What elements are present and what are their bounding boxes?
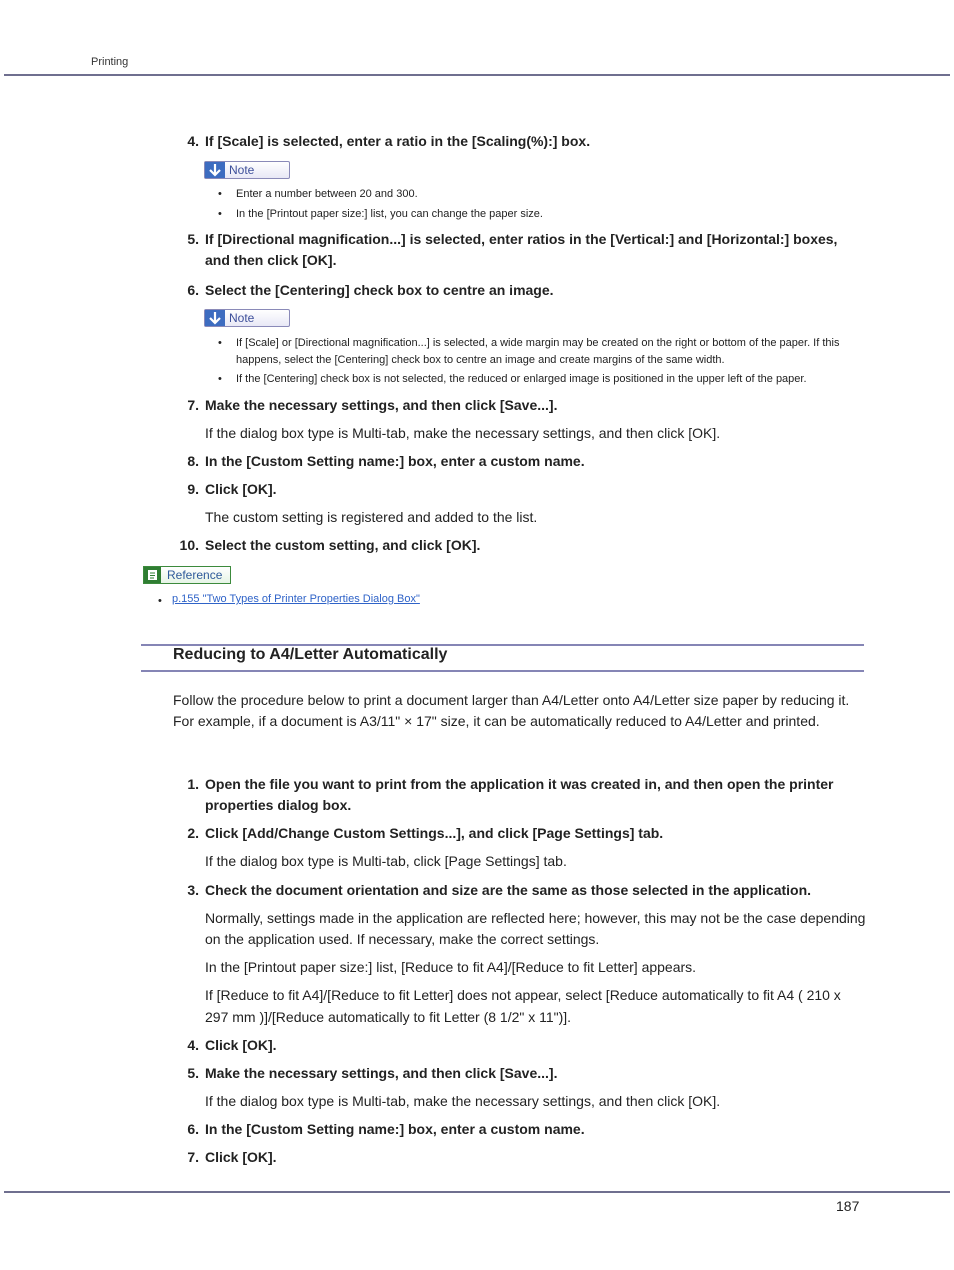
step-text: If [Scale] is selected, enter a ratio in the [Scaling(%):] box.: [205, 133, 591, 149]
step-number: 6.: [187, 282, 199, 298]
step-1: [187, 774, 865, 816]
step-text: In the [Custom Setting name:] box, enter a custom name.: [205, 453, 585, 469]
page-number: 187: [836, 1198, 860, 1214]
step-text: Click [OK].: [205, 1037, 277, 1053]
step-detail: In the [Printout paper size:] list, [Reduce to fit A4]/[Reduce to fit Letter] appears.: [205, 959, 697, 975]
step-number: 10.: [179, 537, 199, 553]
step-detail: The custom setting is registered and added to the list.: [205, 509, 538, 525]
step-number: 7.: [187, 397, 199, 413]
step-6: [187, 280, 554, 301]
step-text-line: properties dialog box.: [205, 797, 352, 813]
down-arrow-icon: [205, 162, 225, 178]
step-number: 7.: [187, 1149, 199, 1165]
step-text: Select the custom setting, and click [OK].: [205, 537, 481, 553]
step-number: 8.: [187, 453, 199, 469]
note-item-line: If [Scale] or [Directional magnification...] is selected, a wide margin may be created on the right or bottom of the paper. If this: [236, 337, 840, 349]
bullet-icon: •: [158, 595, 162, 607]
step-3: [187, 880, 812, 901]
footer-rule: [4, 1191, 950, 1193]
note-badge: [204, 309, 290, 327]
section-title: Reducing to A4/Letter Automatically: [173, 646, 448, 663]
step-text: Click [OK].: [205, 481, 277, 497]
step-detail-line: If [Reduce to fit A4]/[Reduce to fit Letter] does not appear, select [Reduce automatically to fit A4 ( 210 x: [205, 987, 841, 1003]
step-detail: If the dialog box type is Multi-tab, click [Page Settings] tab.: [205, 853, 567, 869]
step-number: 3.: [187, 882, 199, 898]
section-rule-bottom: [141, 670, 864, 672]
step-text: In the [Custom Setting name:] box, enter a custom name.: [205, 1121, 585, 1137]
step-4: [187, 131, 591, 152]
step-number: 4.: [187, 1037, 199, 1053]
step-text-line: Open the file you want to print from the application it was created in, and then open the printer: [205, 776, 834, 792]
document-icon: [144, 567, 161, 583]
step-7: [187, 395, 558, 416]
reference-label: Reference: [167, 568, 223, 582]
step-text: Make the necessary settings, and then click [Save...].: [205, 397, 558, 413]
note-badge: [204, 161, 290, 179]
step-number: 5.: [187, 231, 199, 247]
step-text: Select the [Centering] check box to centre an image.: [205, 282, 554, 298]
step-detail-line: Normally, settings made in the application are reflected here; however, this may not be the case depending: [205, 910, 866, 926]
step-6b: [187, 1119, 585, 1140]
intro-line: For example, if a document is A3/11" × 17" size, it can be automatically reduced to A4/Letter and printed.: [173, 713, 820, 729]
bullet-icon: •: [218, 188, 222, 200]
note-label: Note: [229, 163, 255, 177]
note-item: In the [Printout paper size:] list, you can change the paper size.: [236, 208, 543, 220]
step-detail-line: 297 mm )]/[Reduce automatically to fit Letter (8 1/2" x 11")].: [205, 1009, 572, 1025]
step-detail-line: on the application used. If necessary, make the correct settings.: [205, 931, 600, 947]
step-9: [187, 479, 277, 500]
reference-badge: [143, 566, 231, 584]
note-item: Enter a number between 20 and 300.: [236, 188, 418, 200]
step-2: [187, 823, 664, 844]
running-header: Printing: [91, 56, 129, 68]
step-8: [187, 451, 585, 472]
step-number: 2.: [187, 825, 199, 841]
bullet-icon: •: [218, 208, 222, 220]
note-item: If the [Centering] check box is not selected, the reduced or enlarged image is positioned in the upper left of the paper.: [236, 373, 807, 385]
step-text: Check the document orientation and size are the same as those selected in the application.: [205, 882, 812, 898]
step-5b: [187, 1063, 558, 1084]
step-number: 6.: [187, 1121, 199, 1137]
bullet-icon: •: [218, 337, 222, 349]
step-10: [179, 535, 481, 556]
note-item-line: happens, select the [Centering] check box to centre an image and create margins of the same width.: [236, 354, 725, 366]
bullet-icon: •: [218, 373, 222, 385]
step-text-line: If [Directional magnification...] is selected, enter ratios in the [Vertical:] and [Horizontal:] boxes,: [205, 231, 838, 247]
step-5: [187, 229, 865, 271]
step-7b: [187, 1147, 277, 1168]
down-arrow-icon: [205, 310, 225, 326]
step-number: 1.: [187, 776, 199, 792]
header-rule: [4, 74, 950, 76]
step-4b: [187, 1035, 277, 1056]
step-detail: If the dialog box type is Multi-tab, make the necessary settings, and then click [OK].: [205, 425, 721, 441]
step-text: Make the necessary settings, and then click [Save...].: [205, 1065, 558, 1081]
step-text: Click [OK].: [205, 1149, 277, 1165]
step-number: 5.: [187, 1065, 199, 1081]
step-text-line: and then click [OK].: [205, 252, 337, 268]
intro-line: Follow the procedure below to print a document larger than A4/Letter onto A4/Letter size paper by reducing it.: [173, 692, 850, 708]
reference-link[interactable]: p.155 "Two Types of Printer Properties Dialog Box": [172, 593, 420, 605]
step-detail: If the dialog box type is Multi-tab, make the necessary settings, and then click [OK].: [205, 1093, 721, 1109]
note-label: Note: [229, 311, 255, 325]
step-text: Click [Add/Change Custom Settings...], and click [Page Settings] tab.: [205, 825, 664, 841]
step-number: 9.: [187, 481, 199, 497]
step-number: 4.: [187, 133, 199, 149]
